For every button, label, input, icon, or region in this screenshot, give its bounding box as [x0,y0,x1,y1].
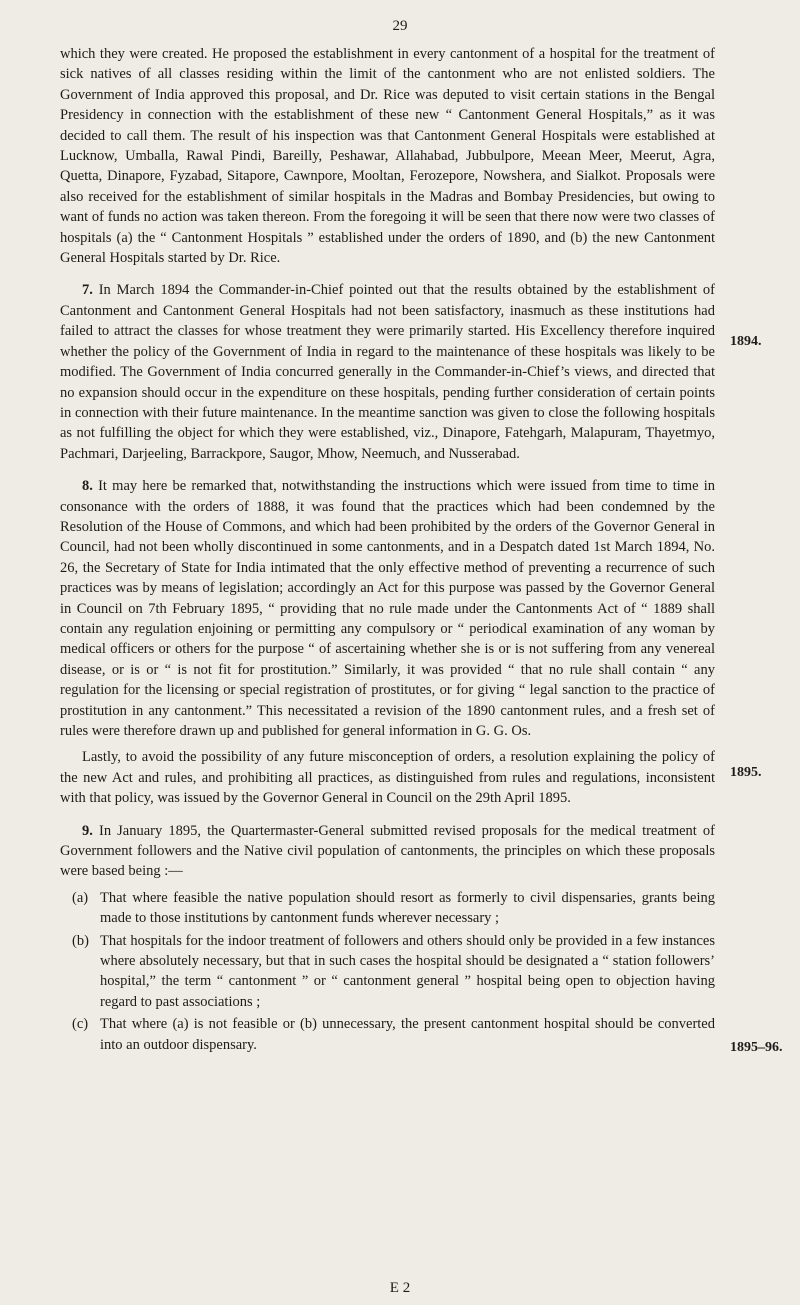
paragraph-text: It may here be remarked that, notwithstanding the instructions which were issued from time to time in consonance with the orders of 1888, it was found that the practices which had been condemned by the Resolution of the House of Commons, and which had been prohibited by the orders of the Governor General in Council, had not been wholly discontinued in some cantonments, and in a Despatch dated 1st March 1894, No. 26, the Secretary of State for India intimated that the only effective method of preventing a recurrence of such practices was by means of legislation; accordingly an Act for this purpose was passed by the Governor General in Council on 7th February 1895, “ providing that no rule made under the Cantonments Act of “ 1889 shall contain any regulation enjoining or permitting any compulsory or “ periodical examination of any woman by medical officers or others for the purpose “ of ascertaining whether she is or is not suffering from any venereal disease, or is or “ is not fit for prostitution.” Similarly, it was provided “ that no rule shall contain “ any regulation for the licensing or special registration of prostitutes, or for giving “ legal sanction to the practice of prostitution in any cantonment.” This necessitated a revision of the 1890 cantonment rules, and a fresh set of rules were therefore drawn up and published for general information in G. G. Os. [60,478,715,739]
signature-mark: E 2 [389,1280,411,1296]
paragraph-continued: which they were created. He proposed the establishment in every cantonment of a hospital for the treatment of sick natives of all classes residing within the limit of the cantonment who are not enlisted soldiers. The Government of India approved this proposal, and Dr. Rice was deputed to visit certain stations in the Bengal Presidency in connection with the establishment of these new “ Cantonment General Hospitals,” as it was decided to call them. The result of his inspection was that Cantonment General Hospitals were established at Lucknow, Umballa, Rawal Pindi, Bareilly, Peshawar, Allahabad, Jubbulpore, Meean Meer, Meerut, Agra, Quetta, Dinapore, Fyzabad, Sitapore, Cawnpore, Mooltan, Ferozepore, Nowshera, and Sialkot. Proposals were also received for the establishment of similar hospitals in the Madras and Bombay Presidencies, but owing to want of funds no action was taken thereon. From the foregoing it will be seen that there now were two classes of hospitals (a) the “ Cantonment Hospitals ” established under the orders of 1890, and (b) the new Cantonment General Hospitals started by Dr. Rice. [60,46,715,267]
margin-date-1894: 1894. [730,334,762,349]
margin-date-1895-96: 1895–96. [730,1040,783,1055]
list-item-text: That where feasible the native population should resort as formerly to civil dispensaries, grants being made to those institutions by cantonment funds wherever necessary ; [100,889,715,927]
paragraph-text: In January 1895, the Quartermaster-General submitted revised proposals for the medical treatment of Government followers and the Native civil population of cantonments, the principles on which these proposals were based being :— [60,822,716,880]
paragraph-8 [60,476,715,741]
list-item [60,931,715,1013]
list-item-label: (b) [72,932,89,949]
paragraph-number: 9. [82,822,93,839]
paragraph-9 [60,821,715,882]
list-item-text: That hospitals for the indoor treatment of followers and others should only be provided in a few instances where absolutely necessary, but that in such cases the hospital should be designated a “ station followers’ hospital,” the term “ cantonment ” or “ cantonment general ” hospital being open to objection having regard to past associations ; [100,932,715,1010]
paragraph-8-continued: Lastly, to avoid the possibility of any future misconception of orders, a resolution explaining the policy of the new Act and rules, and prohibiting all practices, as distinguished from rules and regulations, inconsistent with that policy, was issued by the Governor General in Council on the 29th April 1895. [60,749,715,807]
page-body [60,44,715,1059]
paragraph-number: 8. [82,478,93,495]
list-item [60,888,715,929]
paragraph-number: 7. [82,282,93,299]
paragraph-text: In March 1894 the Commander-in-Chief pointed out that the results obtained by the establishment of Cantonment and Cantonment General Hospitals had not been satisfactory, inasmuch as these institutions had failed to attract the classes for whose treatment they were primarily started. His Excellency therefore inquired whether the policy of the Government of India in regard to the maintenance of these hospitals was likely to be modified. The Government of India concurred generally in the Commander-in-Chief’s views, and directed that no expansion should occur in the expenditure on these hospitals, pending further consideration of certain points in connection with their future maintenance. In the meantime sanction was given to close the following hospitals as not fulfilling the object for which they were established, viz., Dinapore, Fatehgarh, Malapuram, Thayetmyo, Pachmari, Darjeeling, Barrackpore, Saugor, Mhow, Neemuch, and Nusserabad. [60,282,715,462]
list-item [60,1014,715,1055]
paragraph-7 [60,280,715,464]
list-item-text: That where (a) is not feasible or (b) unnecessary, the present cantonment hospital should be converted into an outdoor dispensary. [100,1016,715,1053]
list-item-label: (a) [72,889,89,906]
list-item-label: (c) [72,1016,89,1033]
margin-date-1895: 1895. [730,765,762,780]
page-number: 29 [392,18,408,34]
principles-list [60,888,715,1055]
